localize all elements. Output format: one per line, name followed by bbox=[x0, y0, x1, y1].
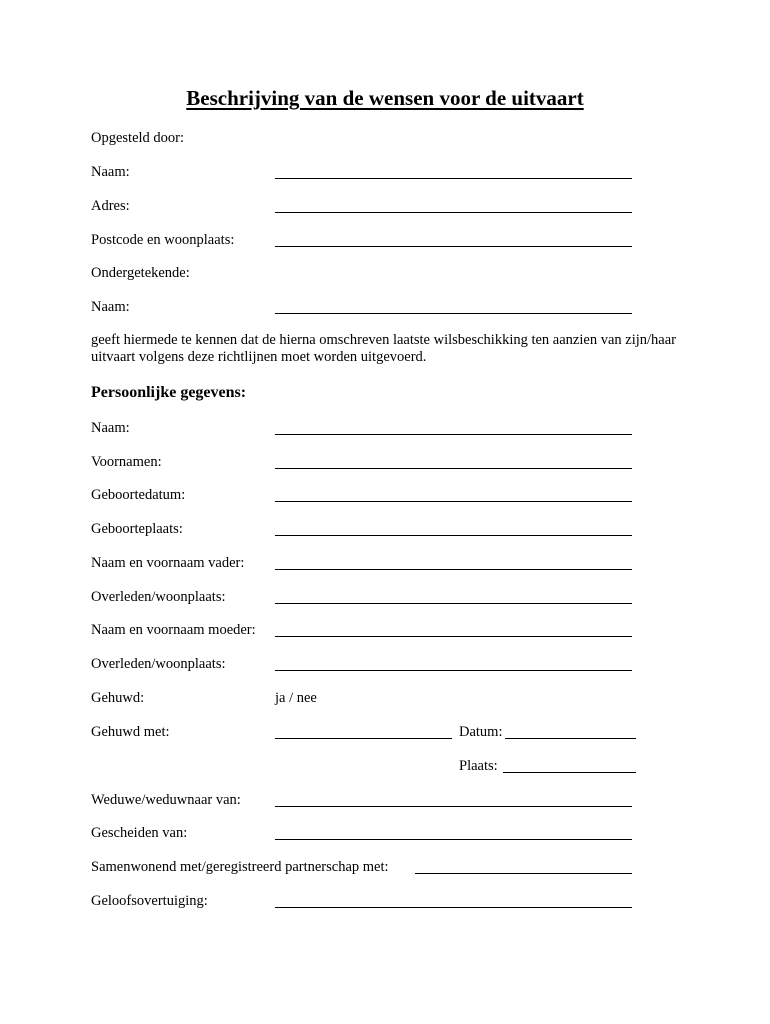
field-line-adres[interactable] bbox=[275, 212, 632, 213]
label-ondergetekende: Ondergetekende: bbox=[91, 265, 190, 281]
field-line-overleden-woonplaats-moeder[interactable] bbox=[275, 670, 632, 671]
label-naam: Naam: bbox=[91, 420, 130, 436]
field-line-postcode-woonplaats[interactable] bbox=[275, 246, 632, 247]
label-postcode-woonplaats: Postcode en woonplaats: bbox=[91, 232, 235, 248]
intro-paragraph: geeft hiermede te kennen dat de hierna omschreven laatste wilsbeschikking ten aanzien van zijn/haar uitvaart volgens deze richtlijnen moet worden uitgevoerd. bbox=[91, 332, 676, 365]
label-naam-opsteller: Naam: bbox=[91, 164, 130, 180]
field-line-datum[interactable] bbox=[505, 738, 636, 739]
gehuwd-choice[interactable]: ja / nee bbox=[275, 690, 317, 706]
field-line-naam-opsteller[interactable] bbox=[275, 178, 632, 179]
field-line-gescheiden-van[interactable] bbox=[275, 839, 632, 840]
label-naam-ondergetekende: Naam: bbox=[91, 299, 130, 315]
field-line-naam-moeder[interactable] bbox=[275, 636, 632, 637]
field-line-overleden-woonplaats-vader[interactable] bbox=[275, 603, 632, 604]
label-geloofsovertuiging: Geloofsovertuiging: bbox=[91, 893, 208, 909]
field-line-geboortedatum[interactable] bbox=[275, 501, 632, 502]
label-naam-moeder: Naam en voornaam moeder: bbox=[91, 622, 256, 638]
document-title: Beschrijving van de wensen voor de uitvaart bbox=[186, 86, 584, 110]
field-line-naam-ondergetekende[interactable] bbox=[275, 313, 632, 314]
label-adres: Adres: bbox=[91, 198, 130, 214]
section-title-persoonlijke-gegevens: Persoonlijke gegevens: bbox=[91, 384, 247, 401]
field-line-geloofsovertuiging[interactable] bbox=[275, 907, 632, 908]
label-overleden-woonplaats-vader: Overleden/woonplaats: bbox=[91, 589, 226, 605]
label-naam-vader: Naam en voornaam vader: bbox=[91, 555, 245, 571]
label-samenwonend: Samenwonend met/geregistreerd partnerschap met: bbox=[91, 859, 389, 875]
label-datum: Datum: bbox=[459, 724, 503, 740]
field-line-samenwonend[interactable] bbox=[415, 873, 632, 874]
field-line-weduwe-weduwnaar[interactable] bbox=[275, 806, 632, 807]
label-geboortedatum: Geboortedatum: bbox=[91, 487, 186, 503]
field-line-voornamen[interactable] bbox=[275, 468, 632, 469]
label-overleden-woonplaats-moeder: Overleden/woonplaats: bbox=[91, 656, 226, 672]
field-line-plaats[interactable] bbox=[503, 772, 636, 773]
label-plaats: Plaats: bbox=[459, 758, 498, 774]
label-gescheiden-van: Gescheiden van: bbox=[91, 825, 188, 841]
label-opgesteld-door: Opgesteld door: bbox=[91, 130, 185, 146]
field-line-naam-vader[interactable] bbox=[275, 569, 632, 570]
label-gehuwd: Gehuwd: bbox=[91, 690, 145, 706]
label-weduwe-weduwnaar: Weduwe/weduwnaar van: bbox=[91, 792, 241, 808]
field-line-geboorteplaats[interactable] bbox=[275, 535, 632, 536]
field-line-naam[interactable] bbox=[275, 434, 632, 435]
field-line-gehuwd-met[interactable] bbox=[275, 738, 452, 739]
label-gehuwd-met: Gehuwd met: bbox=[91, 724, 170, 740]
label-voornamen: Voornamen: bbox=[91, 454, 162, 470]
label-geboorteplaats: Geboorteplaats: bbox=[91, 521, 183, 537]
